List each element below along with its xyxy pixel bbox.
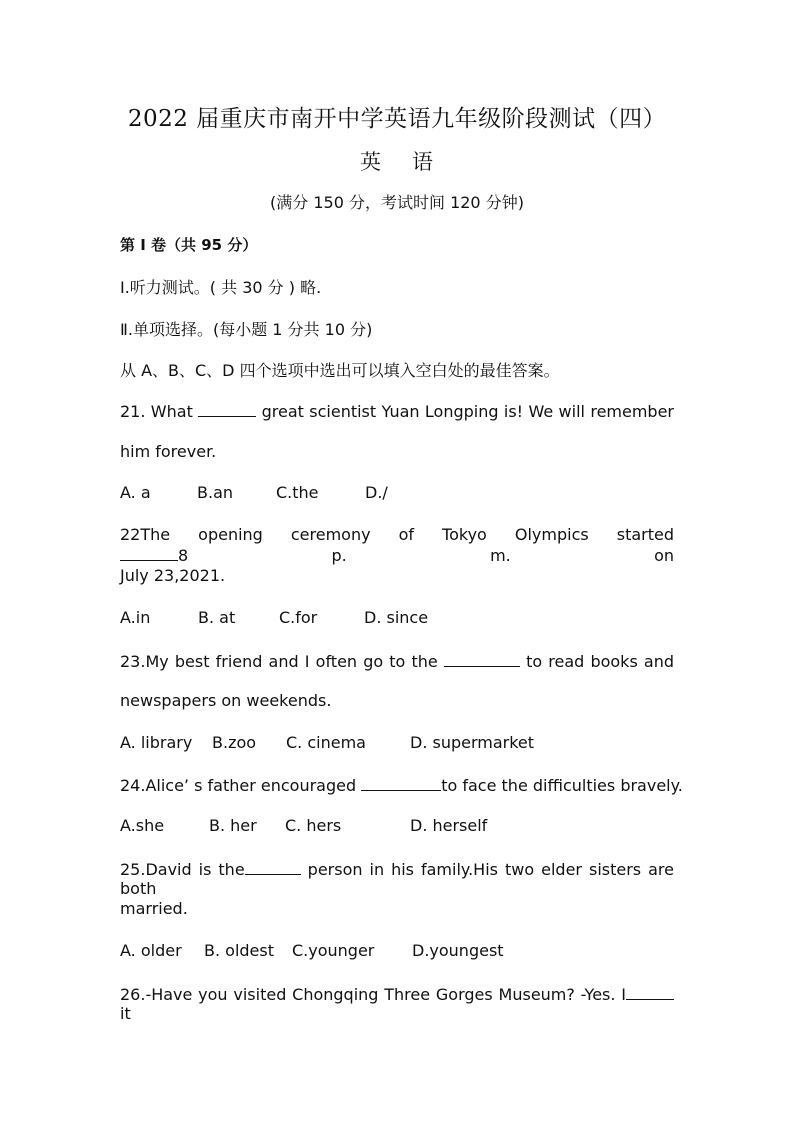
subject-char-2: 语: [412, 150, 434, 174]
question-21-line-2: him forever.: [120, 442, 217, 461]
listening-section: Ⅰ.听力测试。( 共 30 分 ) 略.: [120, 278, 322, 297]
option-c: C.the: [276, 483, 319, 502]
answer-blank: [198, 400, 256, 417]
question-23-line-2: newspapers on weekends.: [120, 691, 332, 710]
question-22-line-2: July 23,2021.: [120, 566, 226, 585]
option-b: B. her: [209, 816, 257, 835]
question-22-options: [120, 608, 674, 627]
answer-blank: [120, 544, 178, 561]
question-22-line-1: 22The opening ceremony of Tokyo Olympics started 8 p. m. on: [120, 525, 674, 565]
option-a: A. a: [120, 483, 151, 502]
option-d: D. since: [364, 608, 429, 627]
question-25-options: [120, 941, 674, 960]
option-b: B.zoo: [212, 733, 257, 752]
option-b: B.an: [197, 483, 234, 502]
option-c: C.younger: [292, 941, 375, 960]
option-b: B. oldest: [204, 941, 274, 960]
option-a: A. library: [120, 733, 193, 752]
part-heading: 第 I 卷（共 95 分）: [120, 236, 258, 254]
answer-blank: [245, 858, 301, 875]
option-a: A.she: [120, 816, 165, 835]
option-c: C. cinema: [286, 733, 366, 752]
option-c: C. hers: [285, 816, 342, 835]
option-c: C.for: [279, 608, 318, 627]
option-b: B. at: [198, 608, 236, 627]
question-21-line-1: 21. What great scientist Yuan Longping is! We will remember: [120, 402, 675, 421]
instruction-text: 从 A、B、C、D 四个选项中选出可以填入空白处的最佳答案。: [120, 361, 560, 380]
question-24-line-1: 24.Alice’ s father encouraged to face the difficulties bravely.: [120, 776, 683, 795]
score-time-note: (满分 150 分，考试时间 120 分钟): [270, 193, 524, 212]
subject-char-1: 英: [360, 150, 382, 174]
question-25-line-1: 25.David is the person in his family.His two elder sisters are both: [120, 860, 674, 898]
option-d: D. herself: [410, 816, 488, 835]
question-24-options: [120, 816, 674, 835]
question-23-options: [120, 733, 674, 752]
option-a: A.in: [120, 608, 151, 627]
option-d: D./: [365, 483, 388, 502]
question-26-line-1: 26.-Have you visited Chongqing Three Gorges Museum? -Yes. Iit: [120, 983, 674, 1023]
question-21-options: [120, 483, 674, 502]
exam-title: 2022 届重庆市南开中学英语九年级阶段测试（四）: [127, 106, 667, 132]
subject-title: [0, 146, 794, 176]
answer-blank: [361, 774, 441, 791]
answer-blank: [626, 983, 674, 1000]
option-d: D. supermarket: [410, 733, 535, 752]
question-23-line-1: 23.My best friend and I often go to the to read books and: [120, 652, 675, 671]
answer-blank: [444, 650, 520, 667]
question-25-line-2: married.: [120, 899, 188, 918]
option-a: A. older: [120, 941, 182, 960]
option-d: D.youngest: [412, 941, 504, 960]
single-choice-section: Ⅱ.单项选择。(每小题 1 分共 10 分): [120, 320, 373, 339]
